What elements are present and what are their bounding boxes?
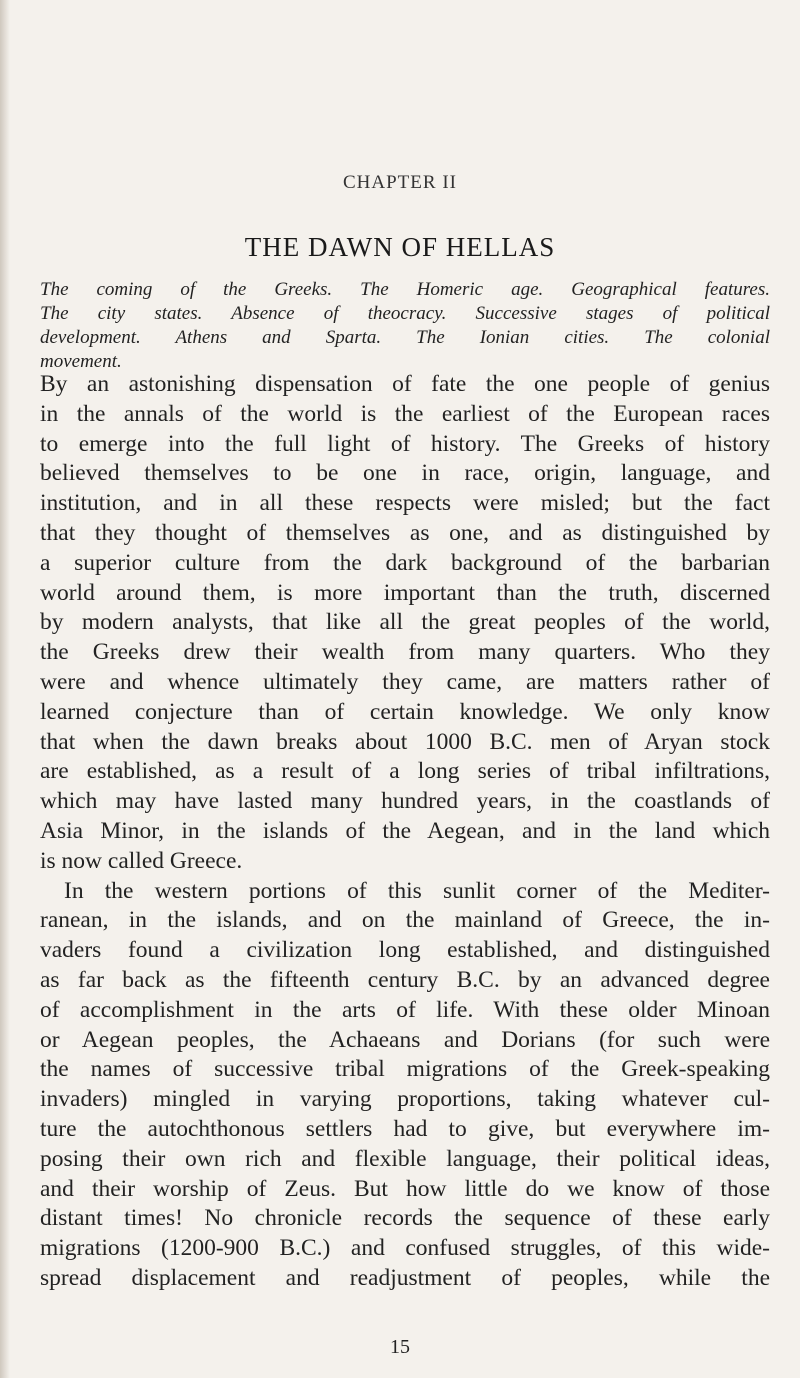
body-line: of accomplishment in the arts of life. With these older Minoan [40,996,770,1023]
page-number: 15 [390,1336,410,1358]
body-line: Asia Minor, in the islands of the Aegean, and in the land which [40,817,770,844]
body-line: that when the dawn breaks about 1000 B.C. men of Aryan stock [40,728,770,755]
body-line: are established, as a result of a long series of tribal infiltrations, [40,758,770,785]
chapter-title: THE DAWN OF HELLAS [244,232,556,262]
body-line: that they thought of themselves as one, and as distinguished by [40,519,770,546]
body-line: or Aegean peoples, the Achaeans and Dorians (for such were [40,1026,770,1053]
body-line: In the western portions of this sunlit corner of the Mediter- [64,877,770,904]
body-line: world around them, is more important than the truth, discerned [40,579,770,606]
synopsis-line: movement. [40,351,122,372]
body-line: ture the autochthonous settlers had to give, but everywhere im- [40,1115,770,1142]
synopsis-line: development. Athens and Sparta. The Ionian cities. The colonial [40,327,770,348]
body-line: the Greeks drew their wealth from many quarters. Who they [40,639,770,666]
body-line: invaders) mingled in varying proportions, taking whatever cul- [40,1086,770,1113]
body-line: vaders found a civilization long established, and distinguished [40,937,770,964]
body-line: is now called Greece. [40,847,243,874]
body-line: migrations (1200-900 B.C.) and confused struggles, of this wide- [40,1235,770,1262]
chapter-synopsis [40,278,770,374]
body-line: as far back as the fifteenth century B.C. by an advanced degree [40,966,770,993]
body-line: and their worship of Zeus. But how little do we know of those [40,1175,770,1202]
body-text [40,370,770,1294]
page-gutter-shadow [0,0,10,1378]
body-line: institution, and in all these respects were misled; but the fact [40,490,770,517]
body-line: a superior culture from the dark background of the barbarian [40,549,770,576]
body-line: in the annals of the world is the earliest of the European races [40,400,770,427]
body-line: spread displacement and readjustment of peoples, while the [40,1264,770,1291]
body-line: learned conjecture than of certain knowledge. We only know [40,698,770,725]
body-line: distant times! No chronicle records the sequence of these early [40,1205,770,1232]
body-line: believed themselves to be one in race, origin, language, and [40,460,770,487]
body-line: posing their own rich and flexible language, their political ideas, [40,1145,770,1172]
body-line: to emerge into the full light of history. The Greeks of history [40,430,770,457]
body-line: By an astonishing dispensation of fate the one people of genius [40,371,770,397]
synopsis-line: The city states. Absence of theocracy. Successive stages of political [40,303,770,324]
chapter-label: CHAPTER II [343,172,457,193]
body-line: which may have lasted many hundred years, in the coastlands of [40,788,770,815]
synopsis-line: The coming of the Greeks. The Homeric age. Geographical features. [40,279,770,300]
body-line: were and whence ultimately they came, are matters rather of [40,668,770,695]
body-line: by modern analysts, that like all the great peoples of the world, [40,609,770,636]
body-line: the names of successive tribal migrations of the Greek-speaking [40,1056,770,1083]
body-line: ranean, in the islands, and on the mainland of Greece, the in- [40,907,770,934]
